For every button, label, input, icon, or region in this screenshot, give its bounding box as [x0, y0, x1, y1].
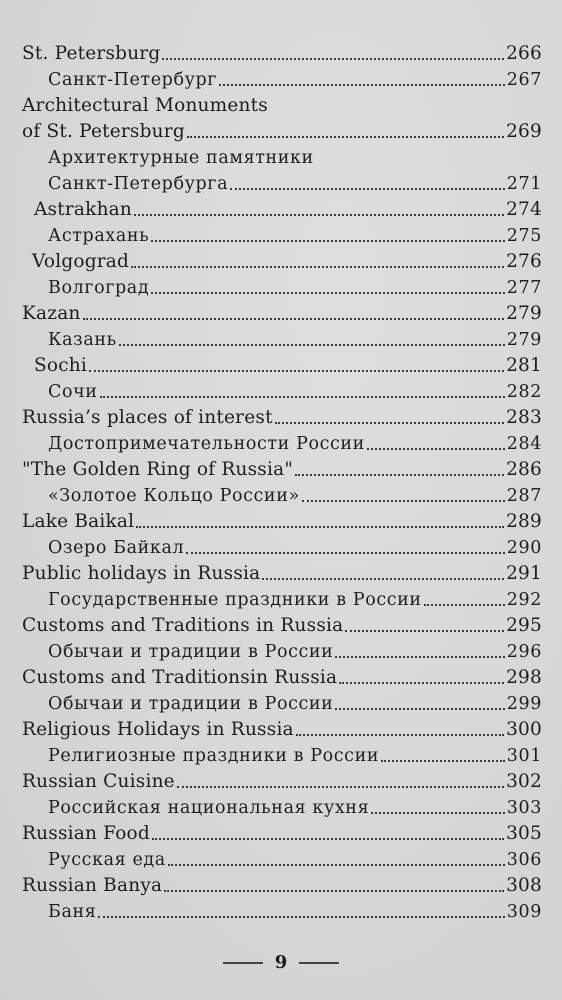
toc-entry-title: Баня [48, 902, 97, 922]
dot-leader [151, 240, 505, 242]
toc-entry-page-number: 305 [506, 823, 542, 844]
toc-entry [22, 195, 542, 221]
toc-entry-page-number: 277 [506, 278, 542, 298]
toc-entry-title: Astrakhan [34, 199, 133, 220]
toc-entry-page-number: 306 [506, 850, 542, 870]
toc-entry [22, 715, 542, 741]
toc-entry-title: Russian Cuisine [22, 771, 175, 792]
toc-entry [22, 533, 542, 559]
toc-entry-page-number: 290 [506, 538, 542, 558]
toc-entry-page-number: 266 [506, 43, 542, 64]
toc-entry-page-number: 291 [506, 563, 542, 584]
dot-leader [371, 812, 505, 814]
toc-entry [22, 169, 542, 195]
toc-entry [22, 845, 542, 871]
toc-entry-title: Обычаи и традиции в России [48, 642, 334, 662]
toc-entry [22, 611, 542, 637]
toc-entry-page-number: 303 [506, 798, 542, 818]
toc-entry [22, 39, 542, 65]
toc-entry [22, 767, 542, 793]
toc-entry [22, 117, 542, 143]
dot-leader [262, 578, 504, 580]
page-footer [0, 952, 562, 973]
toc-entry-title: Customs and Traditionsin Russia [22, 667, 338, 688]
toc-entry [22, 377, 542, 403]
dot-leader [98, 916, 504, 918]
dot-leader [424, 604, 505, 606]
toc-entry-title: Архитектурные памятники [48, 148, 314, 168]
dot-leader [335, 656, 504, 658]
toc-entry-page-number: 301 [506, 746, 542, 766]
dot-leader [275, 422, 504, 424]
toc-entry-title: Озеро Байкал [48, 538, 185, 558]
toc-entry-page-number: 274 [506, 199, 542, 220]
toc-entry [22, 481, 542, 507]
toc-entry-title: Russian Banya [22, 875, 163, 896]
toc-entry [22, 793, 542, 819]
dot-leader [131, 266, 504, 268]
toc-entry-page-number: 267 [506, 70, 542, 90]
toc-entry [22, 637, 542, 663]
dot-leader [152, 838, 504, 840]
toc-entry [22, 65, 542, 91]
toc-entry [22, 455, 542, 481]
toc-entry-title: Customs and Traditions in Russia [22, 615, 344, 636]
toc-entry-page-number: 300 [506, 719, 542, 740]
toc-entry-title: Kazan [22, 303, 81, 324]
footer-left-rule [223, 962, 263, 964]
dot-leader [295, 474, 504, 476]
toc-entry-page-number: 287 [506, 486, 542, 506]
dot-leader [100, 396, 505, 398]
toc-entry-title: Обычаи и традиции в России [48, 694, 334, 714]
toc-entry-title: Волгоград [48, 278, 150, 298]
toc-entry-title: Казань [48, 330, 117, 350]
toc-entry-title: Public holidays in Russia [22, 563, 261, 584]
toc-entry-title: Volgograd [32, 251, 130, 272]
toc-entry-page-number: 295 [506, 615, 542, 636]
dot-leader [302, 500, 505, 502]
toc-entry-page-number: 296 [506, 642, 542, 662]
dot-leader [134, 214, 504, 216]
toc-entry-title: Санкт-Петербург [48, 70, 218, 90]
toc-entry-page-number: 271 [506, 174, 542, 194]
dot-leader [230, 188, 505, 190]
toc-entry-page-number: 292 [506, 590, 542, 610]
toc-entry-page-number: 275 [506, 226, 542, 246]
toc-entry [22, 143, 542, 169]
toc-entry-title: Санкт-Петербурга [48, 174, 229, 194]
toc-entry [22, 351, 542, 377]
toc-entry-page-number: 282 [506, 382, 542, 402]
toc-entry-page-number: 298 [506, 667, 542, 688]
toc-entry [22, 819, 542, 845]
toc-entry-title: St. Petersburg [22, 43, 161, 64]
toc-entry-page-number: 279 [506, 303, 542, 324]
dot-leader [219, 84, 505, 86]
toc-entry-page-number: 284 [506, 434, 542, 454]
toc-entry-page-number: 269 [506, 121, 542, 142]
toc-entry-page-number: 276 [506, 251, 542, 272]
toc-entry-title: Российская национальная кухня [48, 798, 370, 818]
dot-leader [335, 708, 504, 710]
dot-leader [83, 318, 505, 320]
toc-entry [22, 741, 542, 767]
toc-entry [22, 507, 542, 533]
toc-entry [22, 663, 542, 689]
toc-entry [22, 221, 542, 247]
dot-leader [119, 344, 505, 346]
toc-entry [22, 871, 542, 897]
toc-entry-page-number: 302 [506, 771, 542, 792]
dot-leader [177, 786, 504, 788]
toc-entry-title: «Золотое Кольцо России» [48, 486, 300, 506]
toc-entry-title: Lake Baikal [22, 511, 135, 532]
toc-entry-page-number: 308 [506, 875, 542, 896]
toc-entry-title: Russian Food [22, 823, 150, 844]
toc-entry [22, 299, 542, 325]
dot-leader [164, 890, 504, 892]
toc-entry-page-number: 289 [506, 511, 542, 532]
table-of-contents [22, 39, 542, 923]
dot-leader [186, 552, 505, 554]
toc-entry-title: Religious Holidays in Russia [22, 719, 294, 740]
toc-entry [22, 559, 542, 585]
footer-right-rule [299, 962, 339, 964]
toc-entry-title: Сочи [48, 382, 98, 402]
toc-entry-title: Достопримечательности России [48, 434, 365, 454]
dot-leader [296, 734, 504, 736]
dot-leader [381, 760, 505, 762]
toc-entry-title: Russia’s places of interest [22, 407, 273, 428]
toc-entry [22, 247, 542, 273]
dot-leader [168, 864, 505, 866]
dot-leader [345, 630, 504, 632]
dot-leader [187, 136, 504, 138]
toc-entry-title: Sochi [34, 355, 88, 376]
toc-entry-title: Architectural Monuments [22, 95, 269, 116]
toc-entry [22, 403, 542, 429]
toc-entry-title: of St. Petersburg [22, 121, 185, 142]
toc-entry [22, 429, 542, 455]
dot-leader [367, 448, 505, 450]
page-number: 9 [274, 952, 288, 973]
toc-entry-page-number: 281 [506, 355, 542, 376]
toc-entry-page-number: 283 [506, 407, 542, 428]
toc-entry-page-number: 286 [506, 459, 542, 480]
toc-entry [22, 325, 542, 351]
dot-leader [162, 58, 504, 60]
dot-leader [339, 682, 504, 684]
dot-leader [89, 370, 504, 372]
toc-entry-title: Астрахань [48, 226, 150, 246]
toc-entry [22, 585, 542, 611]
toc-entry-title: "The Golden Ring of Russia" [22, 459, 294, 480]
toc-entry-title: Русская еда [48, 850, 166, 870]
toc-entry [22, 897, 542, 923]
toc-entry [22, 91, 542, 117]
dot-leader [151, 292, 505, 294]
toc-entry-page-number: 299 [506, 694, 542, 714]
toc-entry-page-number: 279 [506, 330, 542, 350]
dot-leader [136, 526, 504, 528]
toc-entry [22, 273, 542, 299]
toc-entry-title: Государственные праздники в России [48, 590, 422, 610]
toc-entry-title: Религиозные праздники в России [48, 746, 380, 766]
toc-entry [22, 689, 542, 715]
toc-entry-page-number: 309 [506, 902, 542, 922]
